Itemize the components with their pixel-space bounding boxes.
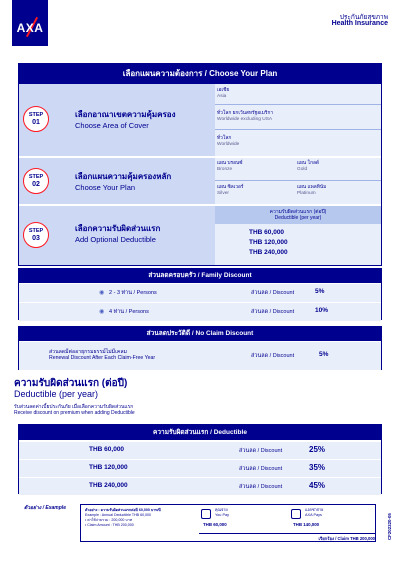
no-claim-desc-en: Renewal Discount After Each Claim-Free Year — [49, 355, 156, 361]
deductible-title-th: ความรับผิดส่วนแรก (ต่อปี) — [14, 378, 128, 389]
deductible-option[interactable]: THB 60,000 — [249, 229, 285, 236]
no-claim-row — [19, 342, 381, 370]
step-word: STEP — [28, 228, 44, 234]
step-3-title-th: เลือกความรับผิดส่วนแรก — [75, 224, 161, 233]
step-2-row — [19, 158, 381, 204]
step-1-title-en: Choose Area of Cover — [75, 121, 149, 130]
option-en: Asia — [217, 94, 227, 99]
axa-pays-labels — [305, 508, 323, 518]
step-number: 02 — [32, 181, 40, 188]
step-2-left — [19, 158, 215, 204]
step-word: STEP — [28, 112, 44, 118]
deductible-header-th: ความรับผิดส่วนแรก (ต่อปี) — [269, 209, 327, 215]
option-worldwide-ex-usa[interactable] — [217, 111, 273, 123]
family-discount-section — [18, 268, 382, 320]
option-gold[interactable] — [297, 161, 319, 173]
document-code: CF202320-05 — [387, 513, 392, 540]
family-label: 2 - 3 ท่าน / Persons — [109, 290, 157, 296]
step-3-left — [19, 206, 215, 265]
deductible-header — [215, 206, 381, 224]
deductible-table — [18, 424, 382, 494]
option-silver[interactable] — [217, 185, 244, 197]
option-bronze[interactable] — [217, 161, 243, 173]
option-th: แผน แพลทินัม — [297, 185, 327, 190]
axa-pays-en: AXA Pays — [305, 513, 322, 517]
step-3-title-en: Add Optional Deductible — [75, 235, 156, 244]
deductible-desc-th: รับส่วนลดค่าเบี้ยประกันภัย เมื่อเลือกความรับผิดส่วนแรก — [14, 404, 134, 410]
header-title-en: Health Insurance — [331, 20, 388, 27]
option-th: แผน ซิลเวอร์ — [217, 185, 244, 190]
family-row — [19, 303, 381, 321]
axa-pays-block — [289, 507, 375, 531]
you-pay-value: THB 60,000 — [203, 522, 227, 527]
deductible-row — [19, 442, 381, 459]
divider — [215, 180, 381, 181]
discount-label: ส่วนลด / Discount — [251, 290, 295, 296]
step-word: STEP — [28, 174, 44, 180]
deductible-desc-en: Receive discount on premium when adding Deductible — [14, 410, 135, 416]
discount-label: ส่วนลด / Discount — [239, 448, 283, 454]
example-note-2: Example : Annual Deductible THB 60,000 — [85, 513, 152, 517]
example-note-3: • ค่าใช้จ่ายรวม : 200,000 บาท — [85, 518, 133, 522]
option-th: แผน บรอนซ์ — [217, 161, 243, 166]
family-row — [19, 284, 381, 302]
option-platinum[interactable] — [297, 185, 326, 197]
logo-text: AXA — [16, 21, 44, 35]
discount-percent: 25% — [309, 445, 326, 454]
option-th: แผน โกลด์ — [297, 161, 320, 166]
example-label: ตัวอย่าง / Example — [24, 505, 66, 511]
step-1-row — [19, 84, 381, 156]
people-icon: ◉ — [99, 309, 105, 315]
discount-label: ส่วนลด / Discount — [251, 309, 295, 315]
option-en: Silver — [217, 191, 229, 196]
step-3-options — [215, 206, 381, 265]
discount-percent: 10% — [315, 307, 329, 314]
shield-icon — [291, 509, 301, 519]
step-3-row — [19, 206, 381, 265]
plan-section-title: เลือกแผนความต้องการ / Choose Your Plan — [19, 64, 381, 84]
example-note-4: • Claim Amount : THB 200,000 — [85, 523, 134, 527]
option-asia[interactable] — [217, 88, 229, 100]
step-number: 03 — [32, 235, 40, 242]
discount-percent: 5% — [319, 351, 329, 358]
deductible-title-en: Deductible (per year) — [14, 389, 99, 399]
step-2-options — [215, 158, 381, 204]
people-icon: ◉ — [99, 290, 105, 296]
step-3-badge — [23, 222, 49, 248]
axa-pays-value: THB 140,000 — [293, 522, 320, 527]
discount-label: ส่วนลด / Discount — [239, 484, 283, 490]
plan-section — [18, 63, 382, 266]
deductible-option[interactable]: THB 240,000 — [249, 249, 288, 256]
deductible-row — [19, 460, 381, 477]
deductible-amount: THB 60,000 — [89, 446, 125, 453]
discount-percent: 45% — [309, 481, 326, 490]
family-discount-title: ส่วนลดครอบครัว / Family Discount — [19, 269, 381, 283]
option-worldwide[interactable] — [217, 136, 239, 148]
step-number: 01 — [32, 119, 40, 126]
step-2-title-th: เลือกแผนความคุ้มครองหลัก — [75, 172, 172, 181]
deductible-amount: THB 120,000 — [89, 464, 128, 471]
no-claim-title: ส่วนลดประวัติดี / No Claim Discount — [19, 327, 381, 341]
you-pay-en: You Pay — [215, 513, 230, 517]
discount-label: ส่วนลด / Discount — [251, 353, 295, 359]
option-th: ทั่วโลก — [217, 136, 232, 141]
deductible-header-en: Deductible (per year) — [274, 215, 322, 221]
deductible-row — [19, 478, 381, 495]
deductible-table-title: ความรับผิดส่วนแรก / Deductible — [19, 425, 381, 440]
option-en: Platinum — [297, 191, 316, 196]
no-claim-desc-th: ส่วนลดมีต่ออายุกรมธรรม์ไม่มีเคลม — [49, 349, 127, 355]
axa-logo — [12, 0, 48, 46]
option-en: Worldwide excluding USA — [217, 117, 273, 122]
example-box — [80, 504, 376, 542]
step-2-title-en: Choose Your Plan — [75, 183, 136, 192]
step-2-badge — [23, 168, 49, 194]
discount-percent: 35% — [309, 463, 326, 472]
option-th: ทั่วโลก ยกเว้นสหรัฐอเมริกา — [217, 111, 274, 116]
deductible-amount: THB 240,000 — [89, 482, 128, 489]
step-1-badge — [23, 106, 49, 132]
option-en: Worldwide — [217, 142, 240, 147]
family-label: 4 ท่าน / Persons — [109, 309, 149, 315]
example-note-1: ตัวอย่าง : ความรับผิดส่วนแรกต่อปี 60,000 บาท/ปี — [85, 508, 161, 512]
discount-label: ส่วนลด / Discount — [239, 466, 283, 472]
option-th: เอเชีย — [217, 88, 230, 93]
step-1-left — [19, 84, 215, 156]
no-claim-section — [18, 326, 382, 370]
wallet-icon — [201, 509, 211, 519]
step-1-title-th: เลือกอาณาเขตความคุ้มครอง — [75, 110, 176, 119]
step-1-options — [215, 84, 381, 156]
you-pay-th: คุณจ่าย — [215, 508, 228, 512]
deductible-option[interactable]: THB 120,000 — [249, 239, 288, 246]
option-en: Gold — [297, 167, 308, 172]
you-pay-labels — [215, 508, 229, 518]
you-pay-block — [199, 507, 285, 531]
option-en: Bronze — [217, 167, 233, 172]
header-title-th: ประกันภัยสุขภาพ — [339, 14, 388, 21]
claim-total: เรียกร้อง / Claim THB 200,000 — [199, 533, 375, 541]
divider — [215, 104, 381, 105]
axa-pays-th: แอกซ่าจ่าย — [305, 508, 324, 512]
divider — [215, 129, 381, 130]
discount-percent: 5% — [315, 288, 325, 295]
example-note — [85, 508, 195, 528]
